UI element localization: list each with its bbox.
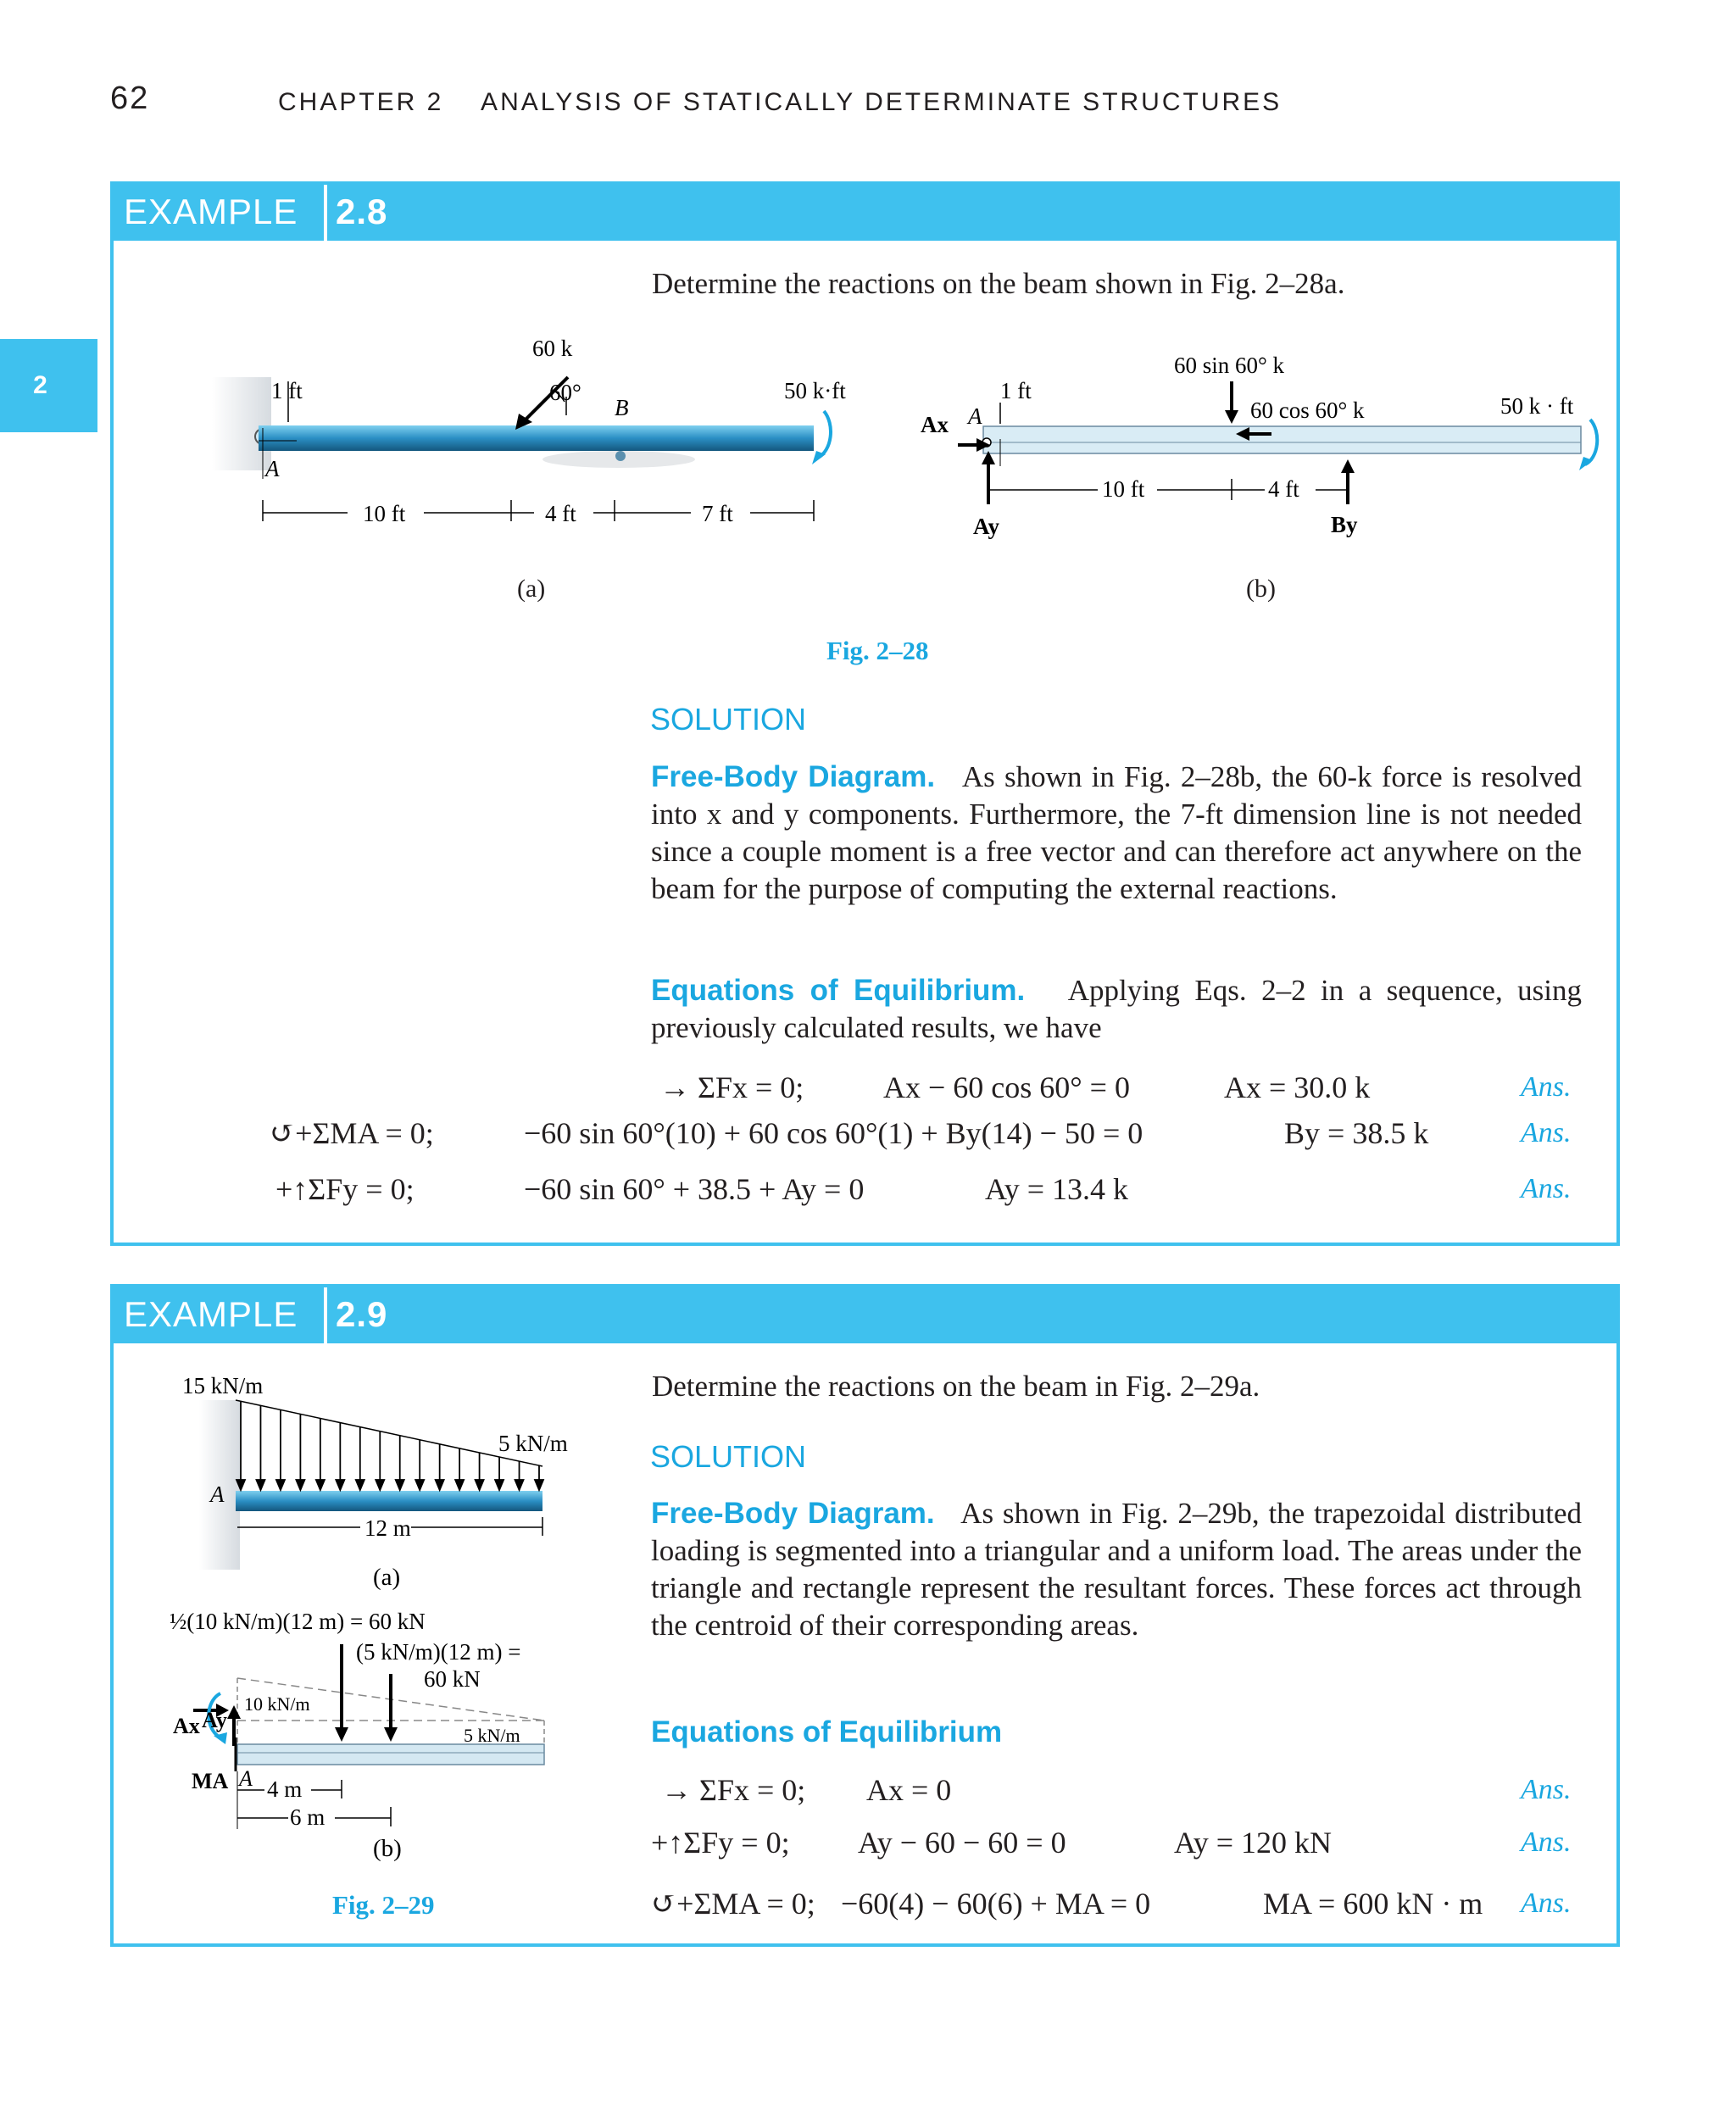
label-a-b: A bbox=[968, 403, 982, 429]
fbd-beam bbox=[983, 426, 1581, 453]
ex28-eq1-expr: Ax − 60 cos 60° = 0 bbox=[883, 1070, 1130, 1104]
fig-2-29-caption: Fig. 2–29 bbox=[332, 1890, 435, 1920]
dim-6m: 6 m bbox=[290, 1804, 326, 1830]
moment-arrow bbox=[818, 411, 831, 458]
ex28-eq2-result: By = 38.5 k bbox=[1284, 1116, 1429, 1150]
distributed-load-arrows bbox=[236, 1401, 543, 1490]
label-tri-force: ½(10 kN/m)(12 m) = 60 kN bbox=[170, 1610, 426, 1634]
ex28-solution-heading: SOLUTION bbox=[650, 702, 807, 737]
header-divider-2-9 bbox=[324, 1287, 327, 1343]
ex29-problem: Determine the reactions on the beam in Fig. 2–29a. bbox=[652, 1370, 1260, 1403]
label-rect-force-1: (5 kN/m)(12 m) = bbox=[356, 1639, 521, 1665]
page-number: 62 bbox=[110, 81, 150, 116]
example-2-9-header bbox=[114, 1287, 1616, 1343]
ex29-eq1-ans: Ans. bbox=[1521, 1774, 1572, 1805]
label-10kn: 10 kN/m bbox=[244, 1693, 310, 1715]
fig-2-28b-caption: (b) bbox=[1246, 575, 1276, 603]
label-a-29b: A bbox=[239, 1766, 253, 1791]
ex29-eq2-expr: Ay − 60 − 60 = 0 bbox=[858, 1826, 1066, 1860]
example-number-2-9: 2.9 bbox=[336, 1294, 388, 1334]
beam bbox=[259, 425, 814, 451]
ex28-eq2-expr: −60 sin 60°(10) + 60 cos 60°(1) + By(14) − 50 = 0 bbox=[524, 1116, 1143, 1150]
ex28-eq2-cond: ↺+ΣMA = 0; bbox=[270, 1116, 434, 1150]
ex28-eq1-result: Ax = 30.0 k bbox=[1224, 1070, 1371, 1104]
label-60k: 60 k bbox=[532, 336, 573, 361]
fig-2-28a bbox=[212, 331, 856, 551]
ex28-eq2-ans: Ans. bbox=[1521, 1117, 1572, 1148]
eq-heading: Equations of Equilibrium. bbox=[651, 974, 1026, 1007]
eq-heading-29: Equations of Equilibrium bbox=[651, 1715, 1003, 1748]
label-ax-29: Ax bbox=[173, 1714, 200, 1738]
ex29-fbd-paragraph bbox=[651, 1495, 1582, 1644]
fig-2-29a bbox=[170, 1366, 610, 1612]
label-ax: Ax bbox=[921, 412, 949, 437]
chapter-side-tab: 2 bbox=[0, 339, 97, 432]
fbd-heading-29: Free-Body Diagram. bbox=[651, 1497, 935, 1530]
ex29-eq2-ans: Ans. bbox=[1521, 1826, 1572, 1858]
label-moment: 50 k·ft bbox=[784, 378, 846, 403]
cantilever-beam bbox=[236, 1491, 542, 1511]
ex28-problem: Determine the reactions on the beam shown in Fig. 2–28a. bbox=[652, 267, 1345, 300]
ex28-eq3-cond: +↑ΣFy = 0; bbox=[275, 1172, 415, 1206]
example-2-8-header bbox=[114, 185, 1616, 241]
label-1ft-b: 1 ft bbox=[1000, 378, 1032, 403]
label-5kn-b: 5 kN/m bbox=[464, 1725, 520, 1746]
label-15kn: 15 kN/m bbox=[182, 1373, 264, 1398]
label-ma: MA bbox=[192, 1769, 229, 1793]
fbd-beam-29 bbox=[237, 1744, 544, 1765]
dim-10ft-b: 10 ft bbox=[1102, 476, 1145, 502]
fig-2-29b bbox=[170, 1610, 627, 1899]
caption-a-29: (a) bbox=[373, 1564, 401, 1591]
label-moment-b: 50 k · ft bbox=[1500, 393, 1574, 419]
dim-4ft-b: 4 ft bbox=[1268, 476, 1299, 502]
ex28-eq3-result: Ay = 13.4 k bbox=[985, 1172, 1128, 1206]
label-a: A bbox=[265, 456, 280, 481]
fbd-heading: Free-Body Diagram. bbox=[651, 760, 936, 793]
dim-4m: 4 m bbox=[267, 1776, 303, 1802]
fig-2-28a-caption: (a) bbox=[517, 575, 546, 603]
fig-2-28-caption: Fig. 2–28 bbox=[826, 636, 929, 665]
label-ay-29: Ay bbox=[202, 1708, 227, 1732]
label-1ft: 1 ft bbox=[271, 378, 303, 403]
example-label-2-9: EXAMPLE bbox=[124, 1294, 298, 1334]
ex29-eq1-cond: → ΣFx = 0; bbox=[661, 1773, 806, 1807]
label-rect-force-2: 60 kN bbox=[424, 1666, 481, 1692]
header-divider bbox=[324, 185, 327, 241]
running-head: CHAPTER 2 ANALYSIS OF STATICALLY DETERMINATE STRUCTURES bbox=[278, 88, 1283, 116]
ex29-eq3-cond: ↺+ΣMA = 0; bbox=[651, 1887, 815, 1921]
label-angle: 60° bbox=[549, 380, 581, 405]
example-label: EXAMPLE bbox=[124, 192, 298, 231]
fig-2-28b bbox=[915, 339, 1602, 559]
fbd-text: As shown in Fig. 2–28b, the 60-k force is resolved into x and y components. Furthermore, the 7-ft dimension line is not needed since a couple moment is a free vector and can therefore act anywhere on the beam for the purpose of computing the external reactions. bbox=[651, 760, 1583, 905]
dim-4ft: 4 ft bbox=[545, 501, 576, 526]
fbd-moment-arrow bbox=[1585, 420, 1597, 464]
dim-12m: 12 m bbox=[364, 1515, 411, 1541]
ex28-eq-paragraph bbox=[651, 972, 1582, 1047]
ex28-eq3-ans: Ans. bbox=[1521, 1173, 1572, 1204]
example-number: 2.8 bbox=[336, 192, 388, 231]
caption-b-29: (b) bbox=[373, 1835, 402, 1862]
ex29-eq2-cond: +↑ΣFy = 0; bbox=[651, 1826, 790, 1860]
ex29-eq3-expr: −60(4) − 60(6) + MA = 0 bbox=[841, 1887, 1151, 1921]
label-by: By bbox=[1331, 512, 1358, 537]
label-a-29: A bbox=[210, 1482, 225, 1507]
label-vert-load: 60 sin 60° k bbox=[1174, 353, 1285, 378]
ex28-fbd-paragraph bbox=[651, 759, 1582, 908]
dim-10ft: 10 ft bbox=[363, 501, 406, 526]
ex29-eq2-result: Ay = 120 kN bbox=[1174, 1826, 1332, 1860]
ex29-eq3-ans: Ans. bbox=[1521, 1887, 1572, 1919]
ex28-eq3-expr: −60 sin 60° + 38.5 + Ay = 0 bbox=[524, 1172, 865, 1206]
eq-text: Applying Eqs. 2–2 in a sequence, using previously calculated results, we have bbox=[651, 974, 1582, 1044]
ex28-eq1-ans: Ans. bbox=[1521, 1071, 1572, 1103]
dim-7ft: 7 ft bbox=[702, 501, 733, 526]
ex29-eq1-expr: Ax = 0 bbox=[866, 1773, 952, 1807]
label-horiz-load: 60 cos 60° k bbox=[1250, 397, 1365, 423]
label-b: B bbox=[615, 395, 629, 420]
ex28-eq1-cond: → ΣFx = 0; bbox=[659, 1070, 804, 1104]
ex29-solution-heading: SOLUTION bbox=[650, 1439, 807, 1474]
ex29-eq3-result: MA = 600 kN · m bbox=[1263, 1887, 1483, 1921]
label-ay: Ay bbox=[973, 514, 999, 539]
fbd-text-29: As shown in Fig. 2–29b, the trapezoidal distributed loading is segmented into a triangular and a uniform load. The areas under the triangle and rectangle represent the resultant forces. These forces act through the centroid of their corresponding areas. bbox=[651, 1497, 1582, 1642]
label-5kn: 5 kN/m bbox=[498, 1431, 568, 1456]
